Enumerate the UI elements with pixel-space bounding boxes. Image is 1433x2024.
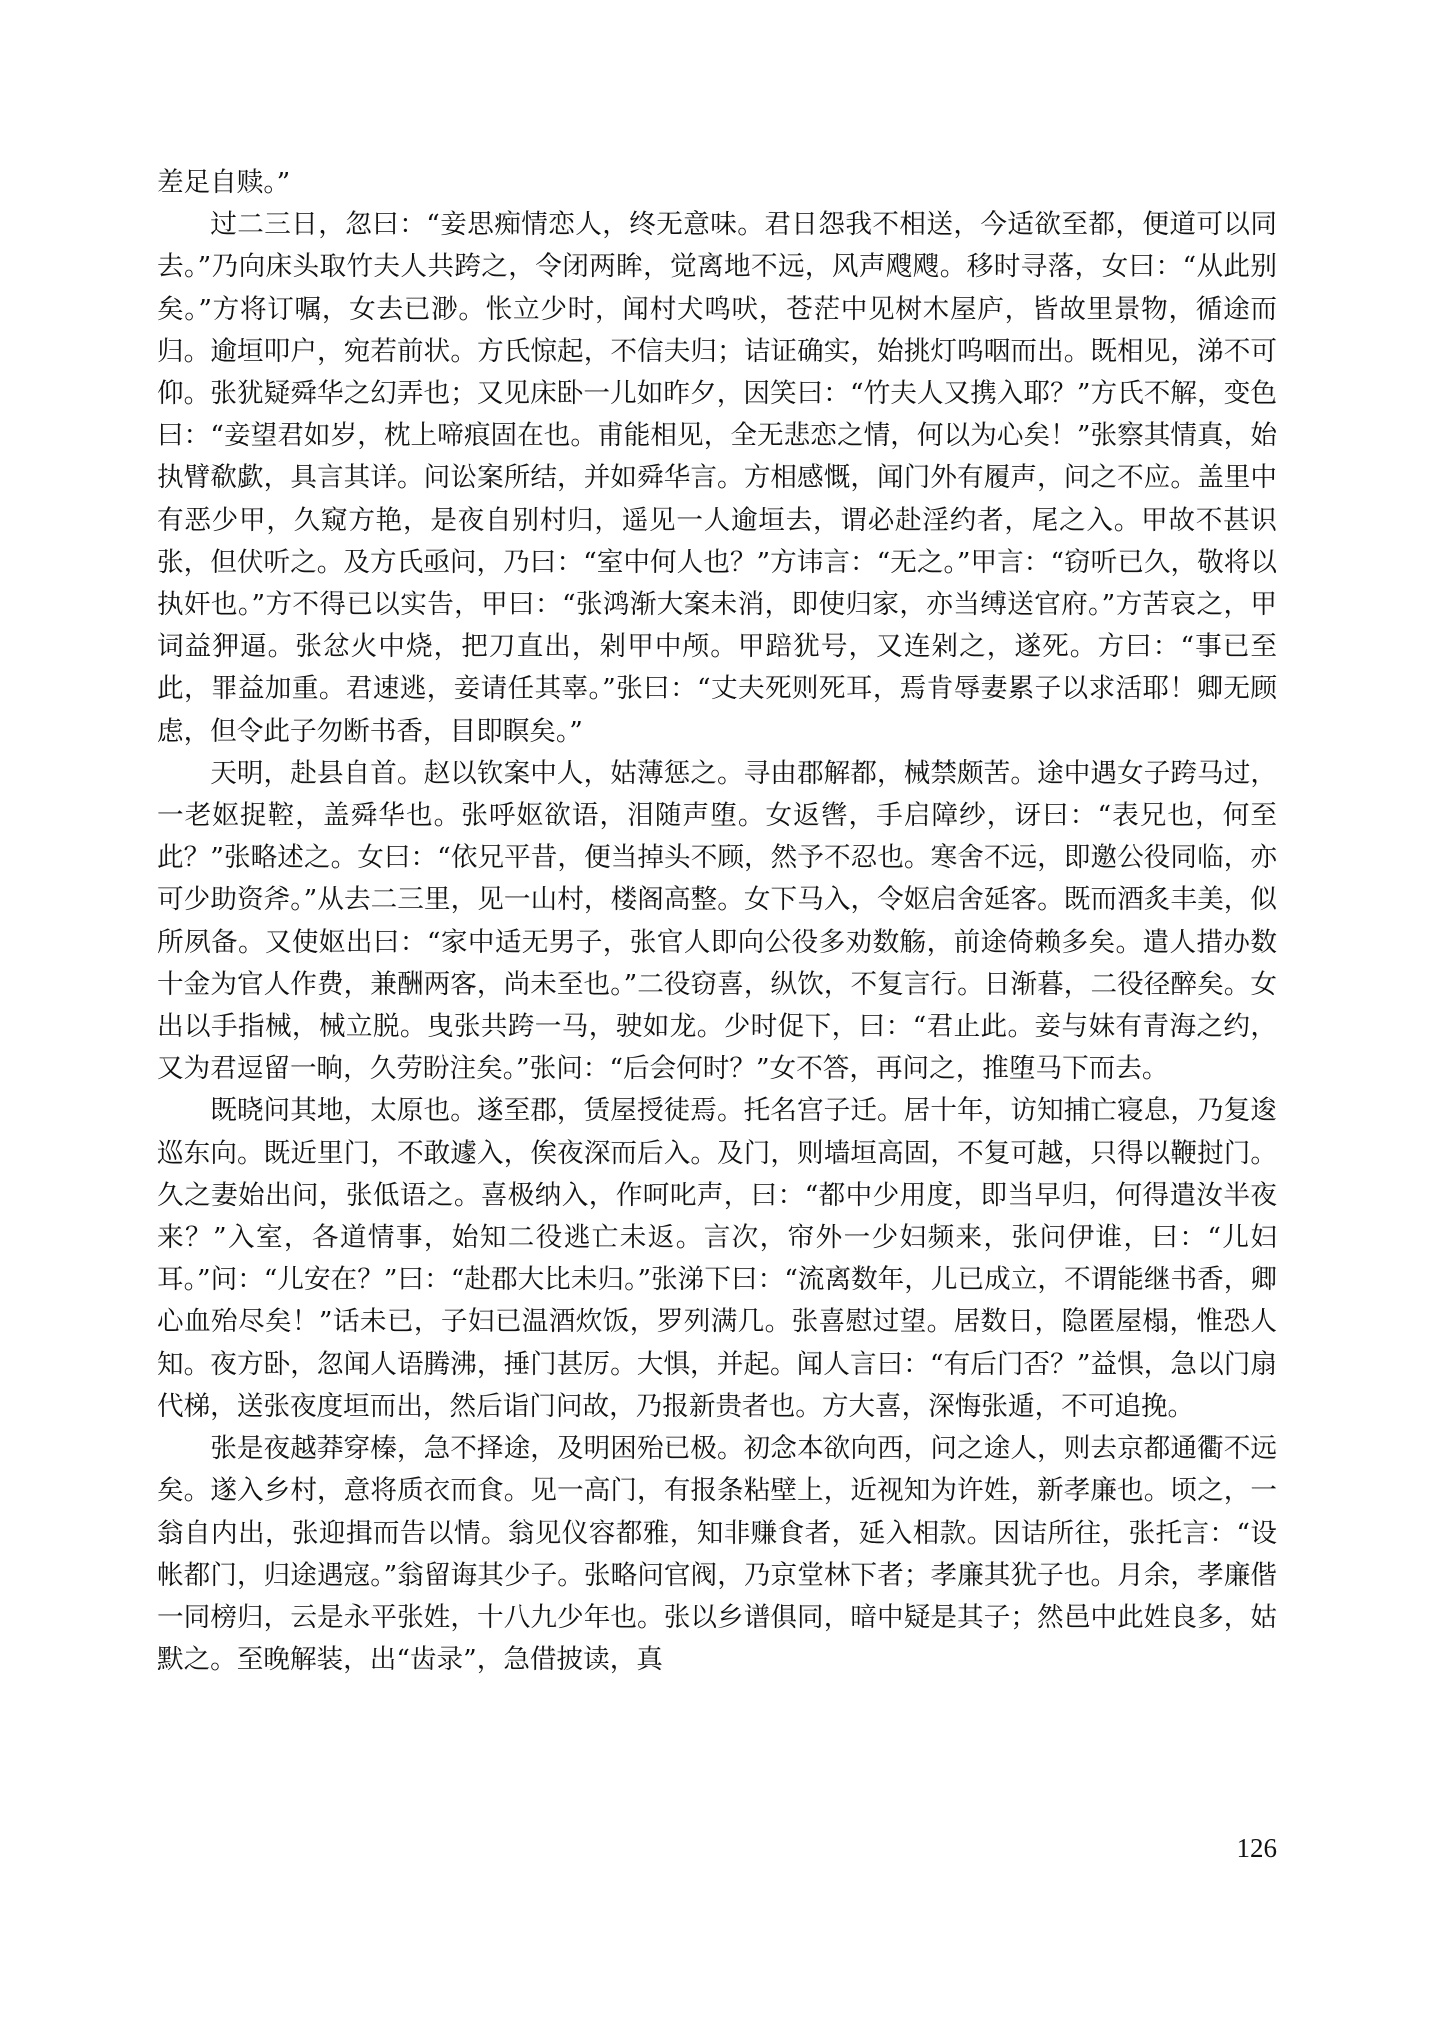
page-number: 126 (1236, 1833, 1277, 1863)
paragraph: 张是夜越莽穿榛，急不择途，及明困殆已极。初念本欲向西，问之途人，则去京都通衢不远矣。遂入乡村，意将质衣而食。见一高门，有报条粘壁上，近视知为许姓，新孝廉也。顷之，一翁自内出，张迎揖而告以情。翁见仪容都雅，知非赚食者，延入相款。因诘所往，张托言：“设帐都门，归途遇寇。”翁留诲其少子。张略问官阀，乃京堂林下者；孝廉其犹子也。月余，孝廉偕一同榜归，云是永平张姓，十八九少年也。张以乡谱俱同，暗中疑是其子；然邑中此姓良多，姑默之。至晚解装，出“齿录”，急借披读，真 (157, 1433, 1277, 1676)
paragraph: 天明，赴县自首。赵以钦案中人，姑薄惩之。寻由郡解都，械禁颇苦。途中遇女子跨马过，一老妪捉鞚，盖舜华也。张呼妪欲语，泪随声堕。女返辔，手启障纱，讶曰：“表兄也，何至此？”张略述之。女曰：“依兄平昔，便当掉头不顾，然予不忍也。寒舍不远，即邀公役同临，亦可少助资斧。”从去二三里，见一山村，楼阁高整。女下马入，令妪启舍延客。既而酒炙丰美，似所夙备。又使妪出曰：“家中适无男子，张官人即向公役多劝数觞，前途倚赖多矣。遣人措办数十金为官人作费，兼酬两客，尚未至也。”二役窃喜，纵饮，不复言行。日渐暮，二役径醉矣。女出以手指械，械立脱。曳张共跨一马，驶如龙。少时促下，曰：“君止此。妾与妹有青海之约，又为君逗留一晌，久劳盼注矣。”张问：“后会何时？”女不答，再问之，推堕马下而去。 (157, 757, 1277, 1085)
paragraph: 既晓问其地，太原也。遂至郡，赁屋授徒焉。托名宫子迁。居十年，访知捕亡寝息，乃复逡巡东向。既近里门，不敢遽入，俟夜深而后入。及门，则墙垣高固，不复可越，只得以鞭挝门。久之妻始出问，张低语之。喜极纳入，作呵叱声，曰：“都中少用度，即当早归，何得遣汝半夜来？”入室，各道情事，始知二役逃亡未返。言次，帘外一少妇频来，张问伊谁，曰：“儿妇耳。”问：“儿安在？”曰：“赴郡大比未归。”张涕下曰：“流离数年，儿已成立，不谓能继书香，卿心血殆尽矣！”话未已，子妇已温酒炊饭，罗列满几。张喜慰过望。居数日，隐匿屋榻，惟恐人知。夜方卧，忽闻人语腾沸，捶门甚厉。大惧，并起。闻人言曰：“有后门否？”益惧，急以门扇代梯，送张夜度垣而出，然后诣门问故，乃报新贵者也。方大喜，深悔张遁，不可追挽。 (157, 1095, 1277, 1422)
paragraph: 过二三日，忽曰：“妾思痴情恋人，终无意味。君日怨我不相送，今适欲至都，便道可以同去。”乃向床头取竹夫人共跨之，令闭两眸，觉离地不远，风声飕飕。移时寻落，女曰：“从此别矣。”方将订嘱，女去已渺。怅立少时，闻村犬鸣吠，苍茫中见树木屋庐，皆故里景物，循途而归。逾垣叩户，宛若前状。方氏惊起，不信夫归；诘证确实，始挑灯呜咽而出。既相见，涕不可仰。张犹疑舜华之幻弄也；又见床卧一儿如昨夕，因笑曰：“竹夫人又携入耶？”方氏不解，变色曰：“妾望君如岁，枕上啼痕固在也。甫能相见，全无悲恋之情，何以为心矣！”张察其情真，始执臂欷歔，具言其详。问讼案所结，并如舜华言。方相感慨，闻门外有履声，问之不应。盖里中有恶少甲，久窥方艳，是夜自别村归，遥见一人逾垣去，谓必赴淫约者，尾之入。甲故不甚识张，但伏听之。及方氏亟问，乃曰：“室中何人也？”方讳言：“无之。”甲言：“窃听已久，敬将以执奸也。”方不得已以实告，甲曰：“张鸿渐大案未消，即使归家，亦当缚送官府。”方苦哀之，甲词益狎逼。张忿火中烧，把刀直出，剁甲中颅。甲踣犹号，又连剁之，遂死。方曰：“事已至此，罪益加重。君速逃，妾请任其辜。”张曰：“丈夫死则死耳，焉肯辱妻累子以求活耶！卿无顾虑，但令此子勿断书香，目即瞑矣。” (157, 209, 1277, 747)
body-text (157, 162, 1277, 1681)
paragraph: 差足自赎。” (157, 167, 291, 198)
